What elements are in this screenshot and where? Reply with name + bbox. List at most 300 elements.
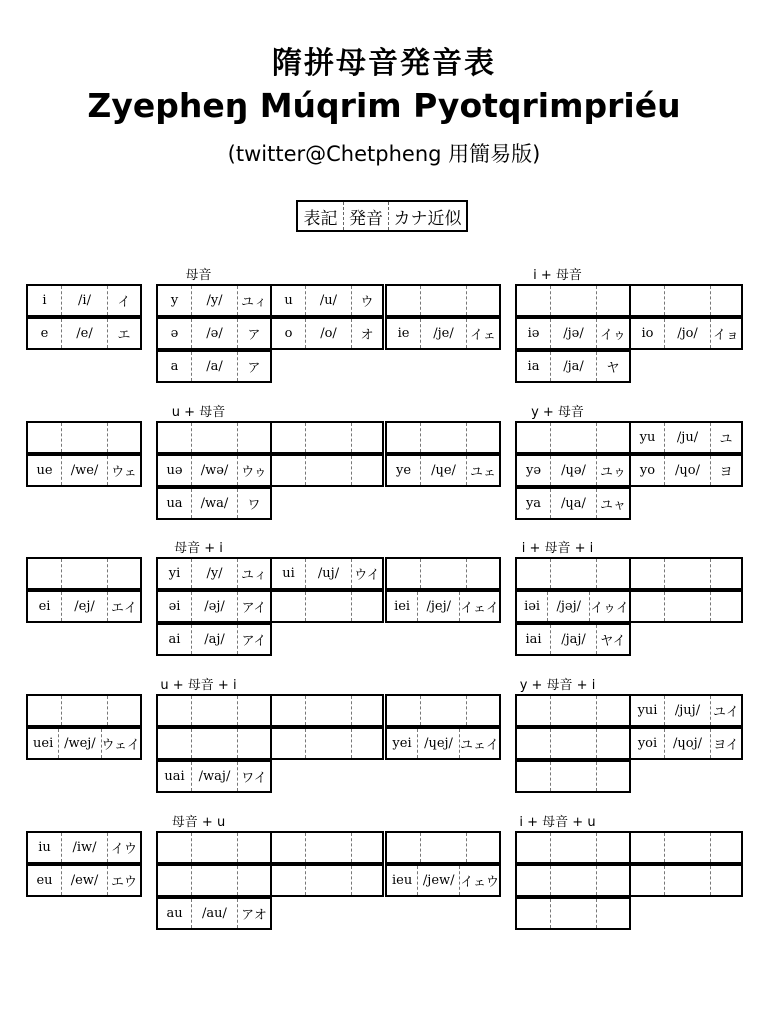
section-label: u + 母音 <box>171 405 226 420</box>
cell-spelling: iəi <box>517 592 548 621</box>
cell-kana <box>352 729 382 758</box>
cell-kana <box>597 286 629 315</box>
cell-spelling: ui <box>272 559 306 588</box>
cell-kana <box>711 286 741 315</box>
page-title-latin: Zyepheŋ Múqrim Pyotqrimpriéu <box>87 86 681 125</box>
cell-kana: エウ <box>110 875 137 890</box>
table-cell <box>515 831 631 864</box>
cell-pronunciation <box>306 866 352 895</box>
cell-kana: オ <box>360 328 374 343</box>
table-cell <box>385 831 501 864</box>
cell-spelling: iu <box>28 833 62 862</box>
cell-spelling: ə <box>158 319 192 348</box>
cell-kana: ユャ <box>599 498 626 513</box>
cell-spelling: uei <box>28 729 59 758</box>
cell-pronunciation <box>306 696 352 725</box>
table-cell <box>515 760 631 793</box>
table-cell <box>156 694 272 727</box>
cell-spelling: iə <box>517 319 551 348</box>
cell-kana <box>467 696 499 725</box>
cell-kana <box>352 592 382 621</box>
cell-kana: ウイ <box>354 568 380 583</box>
cell-spelling <box>631 592 665 621</box>
cell-kana <box>352 423 382 452</box>
table-cell <box>385 727 501 760</box>
cell-pronunciation <box>306 729 352 758</box>
cell-pronunciation <box>421 559 467 588</box>
cell-kana <box>108 423 140 452</box>
table-cell <box>26 284 142 317</box>
cell-pronunciation <box>665 592 711 621</box>
cell-pronunciation: /jə/ <box>551 319 597 348</box>
cell-spelling: uai <box>158 762 192 791</box>
table-cell <box>629 557 743 590</box>
cell-pronunciation: /ɥe/ <box>421 456 467 485</box>
table-cell <box>26 727 142 760</box>
cell-pronunciation: /jej/ <box>418 592 460 621</box>
table-cell <box>156 557 272 590</box>
table-cell <box>270 831 384 864</box>
cell-kana: ヤイ <box>600 634 626 649</box>
page-title: 隋拼母音発音表 <box>272 46 496 81</box>
section-table <box>26 284 374 383</box>
cell-pronunciation: /ɥej/ <box>418 729 460 758</box>
cell-spelling: io <box>631 319 665 348</box>
cell-spelling <box>517 866 551 895</box>
cell-kana <box>467 286 499 315</box>
cell-spelling <box>158 729 192 758</box>
table-cell <box>270 557 384 590</box>
cell-spelling: yu <box>631 423 665 452</box>
cell-spelling: a <box>158 352 192 381</box>
cell-kana: ウ <box>360 295 374 310</box>
section-label: i + 母音 + u <box>519 815 596 830</box>
cell-spelling: yə <box>517 456 551 485</box>
cell-spelling <box>517 729 551 758</box>
cell-kana <box>238 866 270 895</box>
cell-kana <box>238 833 270 862</box>
cell-spelling: iei <box>387 592 418 621</box>
cell-pronunciation <box>421 423 467 452</box>
section-label: y + 母音 <box>531 405 584 420</box>
cell-kana <box>467 833 499 862</box>
table-cell <box>515 284 631 317</box>
cell-kana <box>238 423 270 452</box>
cell-spelling <box>387 696 421 725</box>
table-cell <box>156 623 272 656</box>
table-cell <box>629 831 743 864</box>
section-table <box>385 284 739 383</box>
cell-spelling: yi <box>158 559 192 588</box>
cell-kana: ア <box>247 328 261 343</box>
cell-spelling: ya <box>517 489 551 518</box>
cell-kana: イ <box>117 295 131 310</box>
cell-pronunciation: /je/ <box>421 319 467 348</box>
cell-spelling <box>158 866 192 895</box>
cell-spelling: au <box>158 899 192 928</box>
cell-spelling: ai <box>158 625 192 654</box>
table-cell <box>270 454 384 487</box>
table-cell <box>270 284 384 317</box>
cell-spelling: yoi <box>631 729 665 758</box>
table-cell <box>385 421 501 454</box>
cell-kana <box>711 833 741 862</box>
cell-pronunciation: /ju/ <box>665 423 711 452</box>
cell-kana <box>711 592 741 621</box>
cell-spelling: i <box>28 286 62 315</box>
cell-kana: ア <box>247 361 261 376</box>
section-label: 母音 <box>185 268 212 283</box>
cell-spelling: u <box>272 286 306 315</box>
table-cell <box>385 317 501 350</box>
cell-spelling <box>272 456 306 485</box>
cell-pronunciation <box>551 866 597 895</box>
table-cell <box>26 590 142 623</box>
section-table <box>385 831 728 930</box>
section-table <box>385 421 733 520</box>
cell-pronunciation <box>551 762 597 791</box>
cell-spelling <box>387 559 421 588</box>
cell-kana: ウェ <box>111 465 137 480</box>
cell-spelling <box>631 559 665 588</box>
table-cell <box>515 623 631 656</box>
cell-kana <box>597 696 629 725</box>
cell-pronunciation: /ɥoj/ <box>665 729 711 758</box>
table-cell <box>270 590 384 623</box>
table-cell <box>156 831 272 864</box>
cell-kana <box>597 899 629 928</box>
cell-spelling <box>158 833 192 862</box>
cell-kana <box>597 423 629 452</box>
cell-spelling: o <box>272 319 306 348</box>
cell-pronunciation <box>62 559 108 588</box>
table-cell <box>515 487 631 520</box>
table-cell <box>156 454 272 487</box>
cell-kana <box>597 762 629 791</box>
legend-pronunciation: 発音 <box>344 202 389 230</box>
table-cell <box>515 454 631 487</box>
cell-pronunciation <box>192 866 238 895</box>
cell-pronunciation: /a/ <box>192 352 238 381</box>
cell-pronunciation <box>306 456 352 485</box>
cell-pronunciation: /iw/ <box>62 833 108 862</box>
table-cell <box>26 421 142 454</box>
table-cell <box>385 284 501 317</box>
cell-spelling: ie <box>387 319 421 348</box>
cell-spelling <box>272 592 306 621</box>
cell-kana <box>597 729 629 758</box>
cell-spelling <box>158 696 192 725</box>
table-cell <box>156 487 272 520</box>
cell-spelling <box>517 423 551 452</box>
cell-pronunciation <box>665 559 711 588</box>
cell-spelling <box>517 762 551 791</box>
table-cell <box>270 317 384 350</box>
cell-pronunciation <box>192 423 238 452</box>
cell-pronunciation: /jew/ <box>418 866 460 895</box>
section-table <box>26 831 369 930</box>
cell-spelling: ye <box>387 456 421 485</box>
cell-spelling: eu <box>28 866 62 895</box>
section-label: i + 母音 <box>533 268 582 283</box>
cell-pronunciation <box>421 833 467 862</box>
table-cell <box>156 350 272 383</box>
cell-spelling <box>631 833 665 862</box>
cell-pronunciation: /y/ <box>192 286 238 315</box>
cell-pronunciation <box>665 866 711 895</box>
cell-pronunciation: /ə/ <box>192 319 238 348</box>
section-table <box>385 694 739 793</box>
table-cell <box>385 864 501 897</box>
cell-kana <box>352 866 382 895</box>
cell-kana: アオ <box>241 908 267 923</box>
table-cell <box>156 864 272 897</box>
cell-kana <box>711 559 741 588</box>
table-cell <box>629 284 743 317</box>
table-cell <box>156 897 272 930</box>
cell-kana: ヨイ <box>713 738 739 753</box>
cell-kana: ウェイ <box>101 738 140 753</box>
cell-spelling <box>158 423 192 452</box>
cell-pronunciation <box>62 423 108 452</box>
cell-pronunciation <box>62 696 108 725</box>
cell-pronunciation <box>306 833 352 862</box>
cell-spelling <box>272 423 306 452</box>
table-cell <box>156 590 272 623</box>
cell-spelling <box>517 286 551 315</box>
cell-spelling <box>631 286 665 315</box>
cell-pronunciation: /jəj/ <box>548 592 590 621</box>
cell-kana: イゥ <box>600 328 626 343</box>
cell-pronunciation <box>551 899 597 928</box>
table-cell <box>629 727 743 760</box>
cell-kana <box>467 559 499 588</box>
table-cell <box>26 454 142 487</box>
cell-spelling: iai <box>517 625 551 654</box>
table-cell <box>385 454 501 487</box>
cell-spelling <box>272 866 306 895</box>
cell-kana: エイ <box>110 601 137 616</box>
table-cell <box>26 831 142 864</box>
table-cell <box>515 897 631 930</box>
cell-pronunciation <box>306 423 352 452</box>
cell-pronunciation: /ew/ <box>62 866 108 895</box>
cell-pronunciation <box>421 696 467 725</box>
cell-kana: ヤ <box>606 361 620 376</box>
cell-spelling: uə <box>158 456 192 485</box>
cell-kana: ヨ <box>719 465 733 480</box>
cell-spelling: əi <box>158 592 192 621</box>
cell-pronunciation: /əj/ <box>192 592 238 621</box>
table-cell <box>156 284 272 317</box>
cell-pronunciation: /au/ <box>192 899 238 928</box>
table-cell <box>629 694 743 727</box>
cell-spelling <box>272 729 306 758</box>
cell-pronunciation <box>192 833 238 862</box>
cell-pronunciation: /y/ <box>192 559 238 588</box>
cell-pronunciation: /ɥə/ <box>551 456 597 485</box>
cell-spelling: e <box>28 319 62 348</box>
cell-pronunciation: /jaj/ <box>551 625 597 654</box>
cell-spelling <box>28 423 62 452</box>
section-label: y + 母音 + i <box>519 678 596 693</box>
cell-spelling <box>387 423 421 452</box>
cell-kana: イゥイ <box>590 601 629 616</box>
cell-pronunciation <box>551 729 597 758</box>
cell-spelling <box>387 286 421 315</box>
section-label: 母音 + u <box>171 815 226 830</box>
table-cell <box>156 760 272 793</box>
cell-kana: ユェ <box>469 465 496 480</box>
cell-spelling: ieu <box>387 866 418 895</box>
table-cell <box>26 317 142 350</box>
legend-box <box>296 200 468 232</box>
table-cell <box>156 317 272 350</box>
cell-pronunciation: /u/ <box>306 286 352 315</box>
cell-pronunciation: /wej/ <box>59 729 101 758</box>
cell-kana <box>352 833 382 862</box>
cell-kana: イェウ <box>460 875 499 890</box>
section-label: u + 母音 + i <box>160 678 237 693</box>
cell-spelling: ei <box>28 592 62 621</box>
table-cell <box>515 350 631 383</box>
cell-kana: ワ <box>247 498 261 513</box>
cell-kana: ユィ <box>240 568 267 583</box>
section-table <box>385 557 728 656</box>
cell-pronunciation: /ja/ <box>551 352 597 381</box>
cell-kana: ユゥ <box>599 465 626 480</box>
cell-pronunciation: /we/ <box>62 456 108 485</box>
table-cell <box>515 557 631 590</box>
cell-spelling <box>517 899 551 928</box>
cell-pronunciation <box>551 559 597 588</box>
cell-spelling <box>272 833 306 862</box>
table-cell <box>515 727 631 760</box>
cell-spelling <box>517 696 551 725</box>
table-cell <box>270 421 384 454</box>
cell-kana <box>238 729 270 758</box>
table-cell <box>270 694 384 727</box>
cell-spelling <box>387 833 421 862</box>
cell-pronunciation: /e/ <box>62 319 108 348</box>
cell-spelling <box>517 833 551 862</box>
cell-spelling: yei <box>387 729 418 758</box>
table-cell <box>515 864 631 897</box>
table-cell <box>515 694 631 727</box>
cell-spelling <box>272 696 306 725</box>
cell-kana <box>597 559 629 588</box>
cell-pronunciation <box>551 286 597 315</box>
cell-spelling <box>517 559 551 588</box>
cell-pronunciation <box>665 286 711 315</box>
cell-spelling: ua <box>158 489 192 518</box>
cell-spelling <box>28 559 62 588</box>
cell-pronunciation: /ej/ <box>62 592 108 621</box>
section-table <box>26 694 369 793</box>
cell-spelling: ue <box>28 456 62 485</box>
cell-kana: エ <box>117 328 131 343</box>
cell-kana <box>108 559 140 588</box>
cell-kana: アイ <box>241 634 267 649</box>
table-cell <box>629 454 743 487</box>
cell-kana: ユイ <box>712 705 739 720</box>
cell-pronunciation <box>551 423 597 452</box>
cell-pronunciation <box>665 833 711 862</box>
cell-pronunciation: /ɥa/ <box>551 489 597 518</box>
table-cell <box>156 421 272 454</box>
cell-pronunciation: /i/ <box>62 286 108 315</box>
table-cell <box>515 317 631 350</box>
table-cell <box>270 864 384 897</box>
cell-kana: アイ <box>241 601 267 616</box>
table-cell <box>515 590 631 623</box>
cell-kana <box>711 866 741 895</box>
table-cell <box>629 864 743 897</box>
table-cell <box>515 421 631 454</box>
cell-kana: イョ <box>713 328 739 343</box>
cell-pronunciation: /wa/ <box>192 489 238 518</box>
cell-pronunciation <box>192 729 238 758</box>
cell-pronunciation <box>551 833 597 862</box>
section-table <box>26 557 380 656</box>
cell-pronunciation: /uj/ <box>306 559 352 588</box>
section-label: 母音 + i <box>174 541 223 556</box>
cell-kana <box>238 696 270 725</box>
cell-pronunciation: /ɥo/ <box>665 456 711 485</box>
legend-spelling: 表記 <box>298 202 344 230</box>
table-cell <box>629 421 743 454</box>
cell-pronunciation <box>192 696 238 725</box>
legend-kana: カナ近似 <box>393 208 462 229</box>
cell-kana: ユ <box>719 432 733 447</box>
cell-kana: ワイ <box>241 771 267 786</box>
cell-pronunciation: /o/ <box>306 319 352 348</box>
cell-pronunciation <box>306 592 352 621</box>
table-cell <box>156 727 272 760</box>
table-cell <box>26 864 142 897</box>
cell-kana <box>597 866 629 895</box>
cell-pronunciation: /aj/ <box>192 625 238 654</box>
cell-kana <box>352 696 382 725</box>
section-label: i + 母音 + i <box>521 541 594 556</box>
table-cell <box>385 694 501 727</box>
cell-spelling <box>631 866 665 895</box>
cell-kana <box>352 456 382 485</box>
section-table <box>26 421 369 520</box>
cell-spelling: yo <box>631 456 665 485</box>
cell-kana: イェ <box>470 328 496 343</box>
table-cell <box>270 727 384 760</box>
cell-kana: ユェイ <box>459 738 499 753</box>
cell-kana: イウ <box>110 842 137 857</box>
cell-spelling: yui <box>631 696 665 725</box>
cell-pronunciation: /jo/ <box>665 319 711 348</box>
cell-kana <box>597 833 629 862</box>
cell-pronunciation: /wə/ <box>192 456 238 485</box>
table-cell <box>629 590 743 623</box>
cell-kana <box>108 696 140 725</box>
cell-pronunciation: /juj/ <box>665 696 711 725</box>
cell-spelling: y <box>158 286 192 315</box>
table-cell <box>26 557 142 590</box>
cell-kana: ユィ <box>240 295 267 310</box>
cell-kana: ウゥ <box>241 465 267 480</box>
table-cell <box>629 317 743 350</box>
page-subtitle: (twitter@Chetpheng 用簡易版) <box>227 142 541 166</box>
cell-pronunciation <box>551 696 597 725</box>
cell-spelling: ia <box>517 352 551 381</box>
table-cell <box>385 590 501 623</box>
